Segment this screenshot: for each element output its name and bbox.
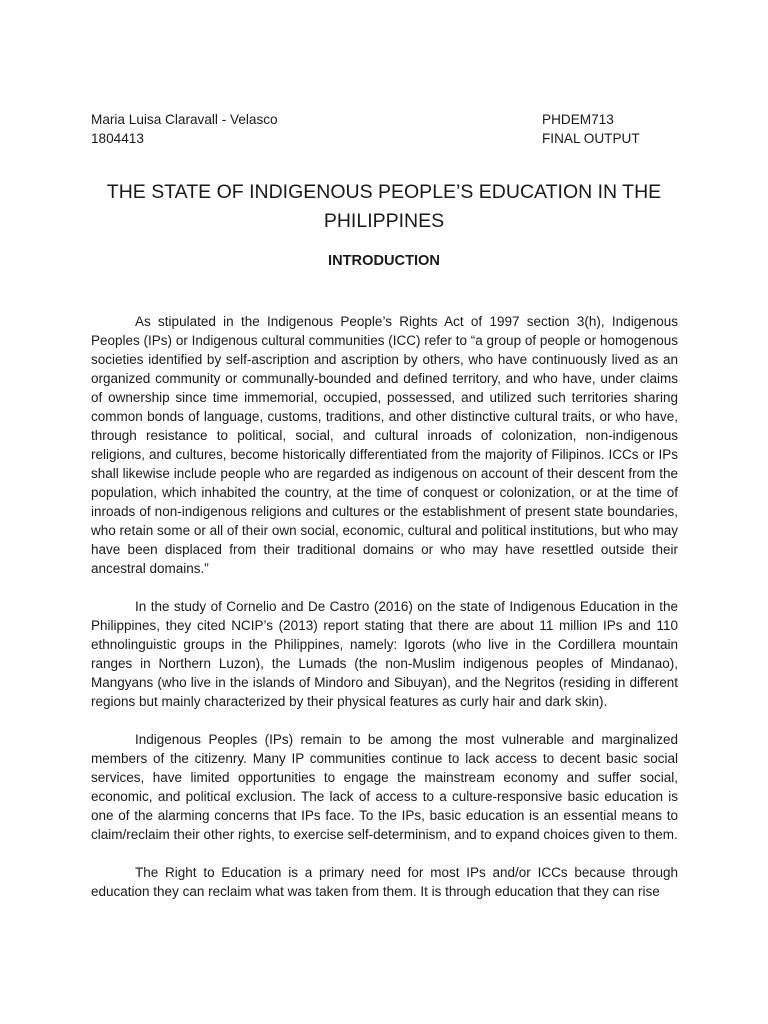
author-name: Maria Luisa Claravall - Velasco — [91, 112, 278, 127]
course-block — [542, 110, 640, 148]
document-title — [91, 178, 677, 236]
title-line-2: PHILIPPINES — [323, 210, 445, 232]
body-text — [91, 312, 678, 920]
paragraph: In the study of Cornelio and De Castro (2016) on the state of Indigenous Education in the Philippines, they cited NCIP’s (2013) report stating that there are about 11 million IPs and 110 ethnolinguistic groups in the Philippines, namely: Igorots (who live in the Cordillera mountain ranges in Northern Luzon), the Lumads (the non-Muslim indigenous peoples of Mindanao), Mangyans (who live in the islands of Mindoro and Sibuyan), and the Negritos (residing in different regions but mainly characterized by their physical features as curly hair and dark skin). — [91, 599, 678, 709]
student-id: 1804413 — [91, 131, 144, 146]
title-line-1: THE STATE OF INDIGENOUS PEOPLE’S EDUCATION IN THE — [106, 181, 662, 203]
course-code: PHDEM713 — [542, 112, 614, 127]
paragraph: As stipulated in the Indigenous People’s Rights Act of 1997 section 3(h), Indigenous Peoples (IPs) or Indigenous cultural communities (ICC) refer to “a group of people or homogenous societies identified by self-ascription and ascription by others, who have continuously lived as an organized community or communally-bounded and defined territory, and who have, under claims of ownership since time immemorial, occupied, possessed, and utilized such territories sharing common bonds of language, customs, traditions, and other distinctive cultural traits, or who have, through resistance to political, social, and cultural inroads of colonization, non-indigenous religions, and cultures, become historically differentiated from the majority of Filipinos. ICCs or IPs shall likewise include people who are regarded as indigenous on account of their descent from the population, which inhabited the country, at the time of conquest or colonization, or at the time of inroads of non-indigenous religions and cultures or the establishment of present state boundaries, who retain some or all of their own social, economic, cultural and political institutions, but who may have been displaced from their traditional domains or who may have resettled outside their ancestral domains.” — [91, 314, 678, 576]
author-block — [91, 110, 278, 148]
paragraph: Indigenous Peoples (IPs) remain to be among the most vulnerable and marginalized members of the citizenry. Many IP communities continue to lack access to decent basic social services, have limited opportunities to engage the mainstream economy and suffer social, economic, and political exclusion. The lack of access to a culture-responsive basic education is one of the alarming concerns that IPs face. To the IPs, basic education is an essential means to claim/reclaim their other rights, to exercise self-determinism, and to expand choices given to them. — [91, 732, 678, 842]
paragraph: The Right to Education is a primary need for most IPs and/or ICCs because through education they can reclaim what was taken from them. It is through education that they can rise — [91, 865, 678, 899]
section-heading: INTRODUCTION — [328, 253, 440, 269]
document-type: FINAL OUTPUT — [542, 131, 640, 146]
